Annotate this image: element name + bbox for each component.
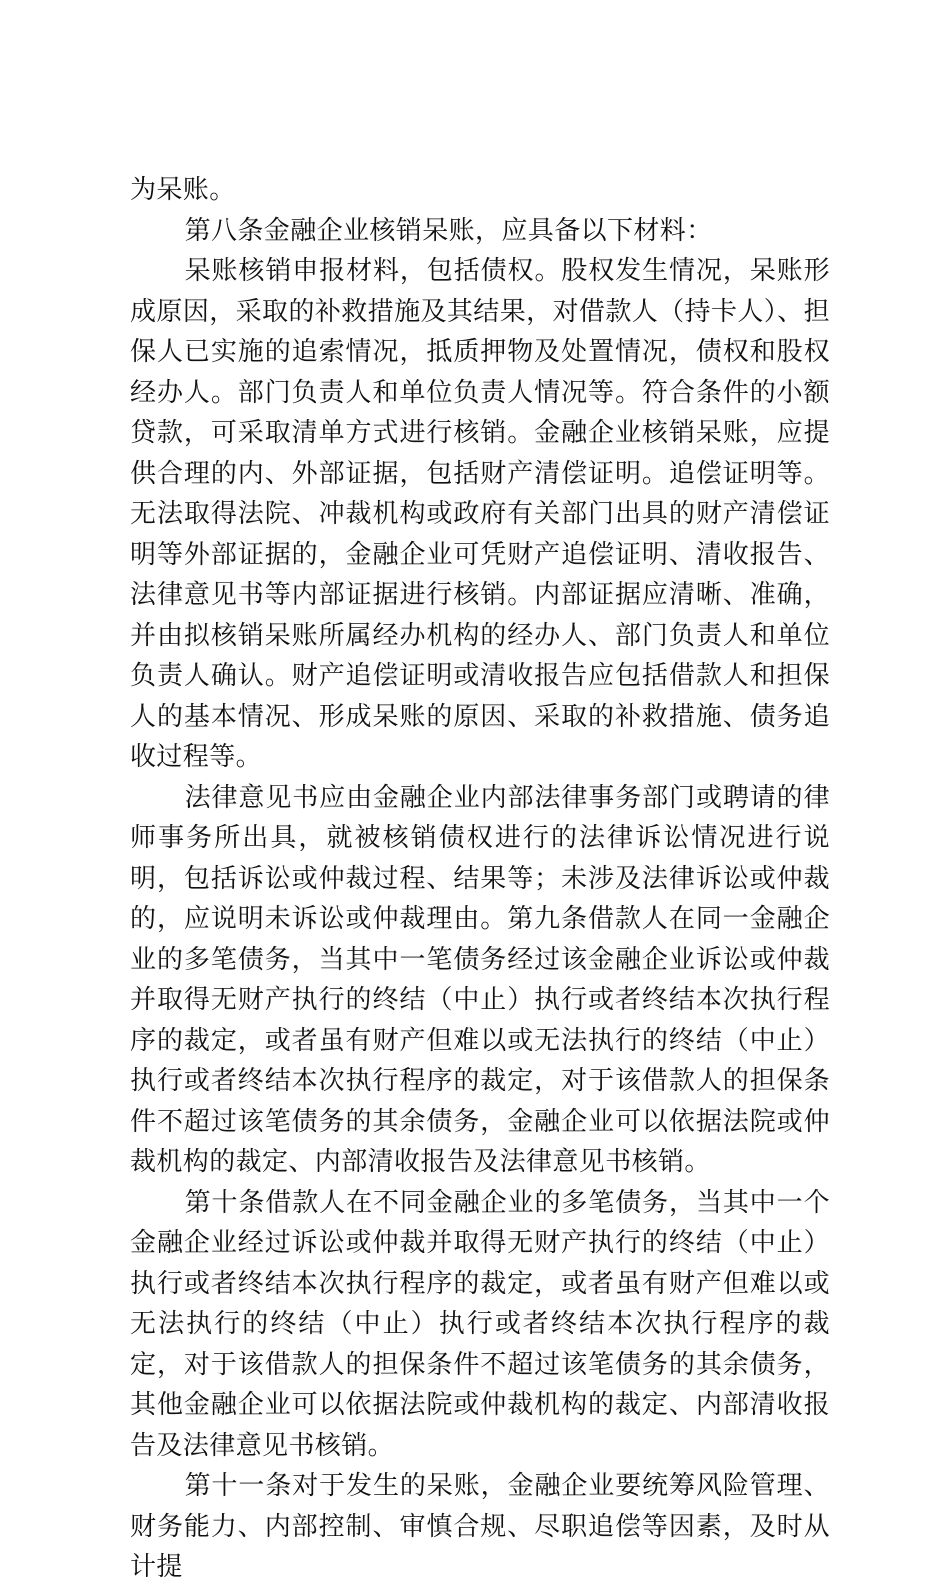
paragraph-article-8: 第八条金融企业核销呆账，应具备以下材料： <box>184 215 713 246</box>
paragraph-legal-opinion: 法律意见书应由金融企业内部法律事务部门或聘请的律师事务所出具，就被核销债权进行的法律诉讼情况进行说明，包括诉讼或仲裁过程、结果等；未涉及法律诉讼或仲裁的，应说明未诉讼或仲裁理由。第九条借款人在同一金融企业的多笔债务，当其中一笔债务经过该金融企业诉讼或仲裁并取得无财产执行的终结（中止）执行或者终结本次执行程序的裁定，或者虽有财产但难以或无法执行的终结（中止）执行或者终结本次执行程序的裁定，对于该借款人的担保条件不超过该笔债务的其余债务，金融企业可以依据法院或仲裁机构的裁定、内部清收报告及法律意见书核销。 <box>130 782 830 1177</box>
paragraph-article-11: 第十一条对于发生的呆账，金融企业要统筹风险管理、财务能力、内部控制、审慎合规、尽职追偿等因素，及时从计提 <box>130 1471 830 1582</box>
paragraph-article-10: 第十条借款人在不同金融企业的多笔债务，当其中一个金融企业经过诉讼或仲裁并取得无财产执行的终结（中止）执行或者终结本次执行程序的裁定，或者虽有财产但难以或无法执行的终结（中止）执行或者终结本次执行程序的裁定，对于该借款人的担保条件不超过该笔债务的其余债务，其他金融企业可以依据法院或仲裁机构的裁定、内部清收报告及法律意见书核销。 <box>130 1187 830 1461</box>
body-text <box>130 170 830 1588</box>
paragraph-continuation: 为呆账。 <box>130 175 236 205</box>
paragraph-declaration-materials: 呆账核销申报材料，包括债权。股权发生情况，呆账形成原因，采取的补救措施及其结果，对借款人（持卡人）、担保人已实施的追索情况，抵质押物及处置情况，债权和股权经办人。部门负责人和单位负责人情况等。符合条件的小额贷款，可采取清单方式进行核销。金融企业核销呆账，应提供合理的内、外部证据，包括财产清偿证明。追偿证明等。无法取得法院、冲裁机构或政府有关部门出具的财产清偿证明等外部证据的，金融企业可凭财产追偿证明、清收报告、法律意见书等内部证据进行核销。内部证据应清晰、准确，并由拟核销呆账所属经办机构的经办人、部门负责人和单位负责人确认。财产追偿证明或清收报告应包括借款人和担保人的基本情况、形成呆账的原因、采取的补救措施、债务追收过程等。 <box>130 256 830 772</box>
